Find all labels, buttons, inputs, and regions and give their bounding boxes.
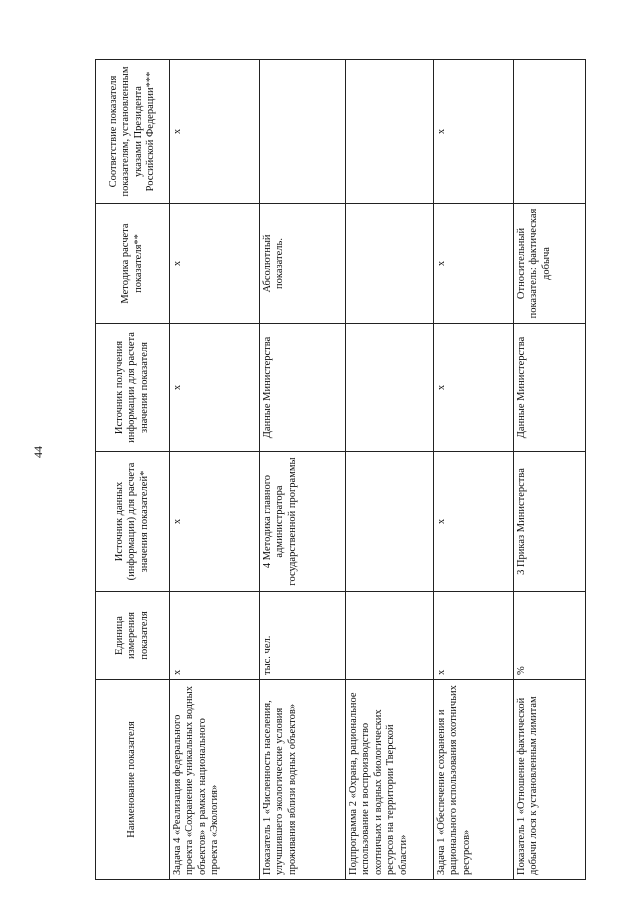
header-cell: Единица измерения показателя bbox=[96, 592, 170, 680]
table-cell: х bbox=[434, 60, 514, 204]
table-cell: х bbox=[434, 324, 514, 452]
table-cell bbox=[346, 592, 434, 680]
header-cell: Соответствие показателя показателям, установленным указами Президента Российской Федерации*** bbox=[96, 60, 170, 204]
table-cell: тыс. чел. bbox=[260, 592, 346, 680]
table-cell: 3 Приказ Министерства bbox=[514, 452, 586, 592]
table-cell bbox=[514, 60, 586, 204]
table-cell bbox=[260, 60, 346, 204]
table-cell bbox=[346, 60, 434, 204]
table-cell: Показатель 1 «Численность населения, улучшившего экологические условия проживания вблизи водных объектов» bbox=[260, 680, 346, 880]
page-number: 44 bbox=[31, 446, 45, 458]
table-row bbox=[434, 60, 514, 880]
table-cell: х bbox=[434, 204, 514, 324]
table-cell: Данные Министерства bbox=[260, 324, 346, 452]
table-cell: Данные Министерства bbox=[514, 324, 586, 452]
table-cell: х bbox=[170, 592, 260, 680]
header-cell: Источник данных (информации) для расчета значения показателей* bbox=[96, 452, 170, 592]
table-cell: Абсолютный показатель. bbox=[260, 204, 346, 324]
header-cell: Источник получения информации для расчета значения показателя bbox=[96, 324, 170, 452]
table-row bbox=[170, 60, 260, 880]
table-cell: % bbox=[514, 592, 586, 680]
header-row bbox=[96, 60, 170, 880]
header-cell: Наименование показателя bbox=[96, 680, 170, 880]
table-cell: х bbox=[170, 324, 260, 452]
table-cell: Задача 4 «Реализация федерального проекта «Сохранение уникальных водных объектов» в рамках национального проекта «Экология» bbox=[170, 680, 260, 880]
table-cell: Подпрограмма 2 «Охрана, рациональное использование и воспроизводство охотничьих и водных биологических ресурсов на территории Тверской области» bbox=[346, 680, 434, 880]
table-cell: Относительный показатель: фактическая добыча bbox=[514, 204, 586, 324]
table-row bbox=[260, 60, 346, 880]
table-cell: х bbox=[434, 452, 514, 592]
indicator-table bbox=[95, 59, 586, 880]
header-cell: Методика расчета показателя** bbox=[96, 204, 170, 324]
table-cell: х bbox=[434, 592, 514, 680]
table-cell bbox=[346, 452, 434, 592]
indicator-table-rotated bbox=[95, 60, 585, 880]
table-cell: Показатель 1 «Отношение фактической добычи лося к установленным лимитам bbox=[514, 680, 586, 880]
table-cell bbox=[346, 324, 434, 452]
table-row bbox=[346, 60, 434, 880]
table-cell: х bbox=[170, 204, 260, 324]
table-row bbox=[514, 60, 586, 880]
table-cell: Задача 1 «Обеспечение сохранения и рационального использования охотничьих ресурсов» bbox=[434, 680, 514, 880]
table-cell: х bbox=[170, 452, 260, 592]
table-cell: 4 Методика главного администратора государственной программы bbox=[260, 452, 346, 592]
table-cell: х bbox=[170, 60, 260, 204]
table-cell bbox=[346, 204, 434, 324]
